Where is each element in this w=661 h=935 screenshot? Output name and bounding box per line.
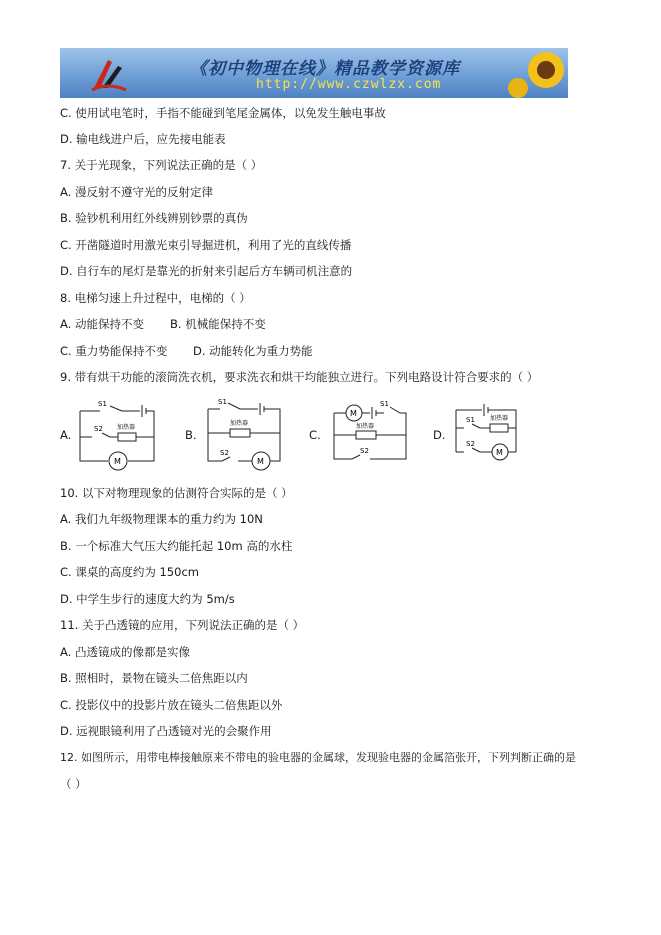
circuit-a-label: A. [60,428,72,442]
svg-text:加热器: 加热器 [230,420,249,427]
q10-option-b: B. 一个标准大气压大约能托起 10m 高的水柱 [60,539,293,553]
q8-option-b: B. 机械能保持不变 [170,317,266,331]
q6-option-d: D. 输电线进户后，应先接电能表 [60,132,226,146]
q7-option-a: A. 漫反射不遵守光的反射定律 [60,185,213,199]
q11-option-c: C. 投影仪中的投影片放在镜头二倍焦距以外 [60,698,283,712]
q12-question: 12. 如图所示，用带电棒接触原来不带电的验电器的金属球，发现验电器的金属箔张开，下列判断正确的是 [60,751,576,764]
svg-text:S1: S1 [218,398,227,406]
svg-text:S1: S1 [466,416,475,424]
svg-text:加热器: 加热器 [117,424,136,431]
q8-option-a: A. 动能保持不变 [60,317,144,331]
svg-text:加热器: 加热器 [356,423,375,430]
q12-answer-paren: （ ） [60,777,87,791]
q7-option-b: B. 验钞机利用红外线辨别钞票的真伪 [60,211,248,225]
q7-question: 7. 关于光现象，下列说法正确的是（ ） [60,158,263,172]
logo-icon [88,54,128,94]
q10-option-c: C. 课桌的高度约为 150cm [60,565,199,579]
banner-title: 《初中物理在线》精品教学资源库 [190,59,460,79]
svg-text:S1: S1 [98,400,107,408]
svg-text:S2: S2 [220,449,229,457]
q10-option-d: D. 中学生步行的速度大约为 5m/s [60,592,235,606]
svg-text:M: M [114,457,121,466]
q11-question: 11. 关于凸透镜的应用，下列说法正确的是（ ） [60,618,305,632]
q10-option-a: A. 我们九年级物理课本的重力约为 10N [60,512,263,526]
q9-question: 9. 带有烘干功能的滚筒洗衣机，要求洗衣和烘干均能独立进行。下列电路设计符合要求的（ ） [60,370,539,384]
svg-text:加热器: 加热器 [490,415,509,422]
svg-text:M: M [496,448,503,457]
sunflower-icon [508,48,568,98]
svg-text:S2: S2 [360,447,369,455]
svg-text:S2: S2 [94,425,103,433]
q11-option-d: D. 远视眼镜利用了凸透镜对光的会聚作用 [60,724,272,738]
q8-option-c: C. 重力势能保持不变 [60,344,168,358]
q7-option-d: D. 自行车的尾灯是靠光的折射来引起后方车辆司机注意的 [60,264,353,278]
q11-option-b: B. 照相时，景物在镜头二倍焦距以内 [60,671,248,685]
q8-option-d: D. 动能转化为重力势能 [193,344,313,358]
q8-question: 8. 电梯匀速上升过程中，电梯的（ ） [60,291,251,305]
svg-text:S2: S2 [466,440,475,448]
circuit-a-diagram [70,397,160,471]
circuit-c-label: C. [309,428,321,442]
q11-option-a: A. 凸透镜成的像都是实像 [60,645,190,659]
circuit-d-label: D. [433,428,446,442]
circuit-b-label: B. [185,428,197,442]
q7-option-c: C. 开凿隧道时用激光束引导掘进机，利用了光的直线传播 [60,238,352,252]
svg-text:M: M [257,457,264,466]
banner-url: http://www.czwlzx.com [256,77,442,92]
svg-text:M: M [350,409,357,418]
header-banner [60,48,568,98]
q10-question: 10. 以下对物理现象的估测符合实际的是（ ） [60,486,293,500]
svg-text:S1: S1 [380,400,389,408]
q6-option-c: C. 使用试电笔时，手指不能碰到笔尾金属体，以免发生触电事故 [60,106,386,120]
